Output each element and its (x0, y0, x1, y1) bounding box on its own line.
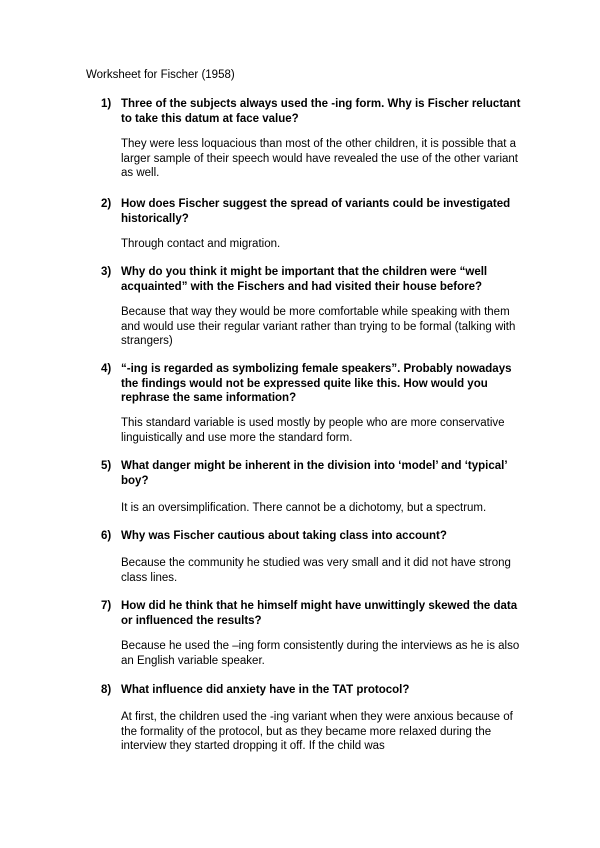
question-1 (101, 97, 521, 126)
question-text: What danger might be inherent in the division into ‘model’ and ‘typical’ boy? (121, 460, 507, 487)
question-text: How does Fischer suggest the spread of variants could be investigated historically? (121, 198, 511, 225)
answer-4: This standard variable is used mostly by people who are more conservative linguistically and use more the standard form. (121, 417, 505, 444)
answer-8: At first, the children used the -ing variant when they were anxious because of the formality of the protocol, but as they became more relaxed during the interview they started dropping it off. If the child was (121, 711, 513, 752)
question-text: Why was Fischer cautious about taking class into account? (121, 530, 447, 542)
question-text: “-ing is regarded as symbolizing female speakers”. Probably nowadays the findings would not be expressed quite like this. How would you rephrase the same information? (121, 363, 512, 404)
question-3 (101, 265, 521, 294)
question-number: 1) (101, 98, 112, 110)
answer-7: Because he used the –ing form consistently during the interviews as he is also an English variable speaker. (121, 640, 520, 667)
answer-3: Because that way they would be more comfortable while speaking with them and would use their regular variant rather than trying to be formal (talking with strangers) (121, 306, 516, 347)
question-6 (101, 529, 521, 544)
question-number: 6) (101, 530, 112, 542)
question-number: 5) (101, 460, 112, 472)
question-8 (101, 683, 521, 698)
question-number: 7) (101, 600, 112, 612)
answer-5: It is an oversimplification. There cannot be a dichotomy, but a spectrum. (121, 502, 487, 514)
answer-6: Because the community he studied was very small and it did not have strong class lines. (121, 557, 511, 584)
answer-2: Through contact and migration. (121, 238, 281, 250)
question-text: What influence did anxiety have in the TAT protocol? (121, 684, 410, 696)
question-5 (101, 459, 521, 488)
document-title: Worksheet for Fischer (1958) (86, 69, 235, 81)
question-text: Why do you think it might be important that the children were “well acquainted” with the Fischers and had visited their house before? (121, 266, 488, 293)
question-number: 4) (101, 363, 112, 375)
question-text: How did he think that he himself might have unwittingly skewed the data or influenced the results? (121, 600, 518, 627)
question-7 (101, 599, 521, 628)
question-4 (101, 362, 521, 406)
question-text: Three of the subjects always used the -ing form. Why is Fischer reluctant to take this datum at face value? (121, 98, 521, 125)
answer-1: They were less loquacious than most of the other children, it is possible that a larger sample of their speech would have revealed the use of the other variant as well. (121, 138, 518, 179)
question-2 (101, 197, 521, 226)
question-number: 3) (101, 266, 112, 278)
question-number: 2) (101, 198, 112, 210)
question-number: 8) (101, 684, 112, 696)
